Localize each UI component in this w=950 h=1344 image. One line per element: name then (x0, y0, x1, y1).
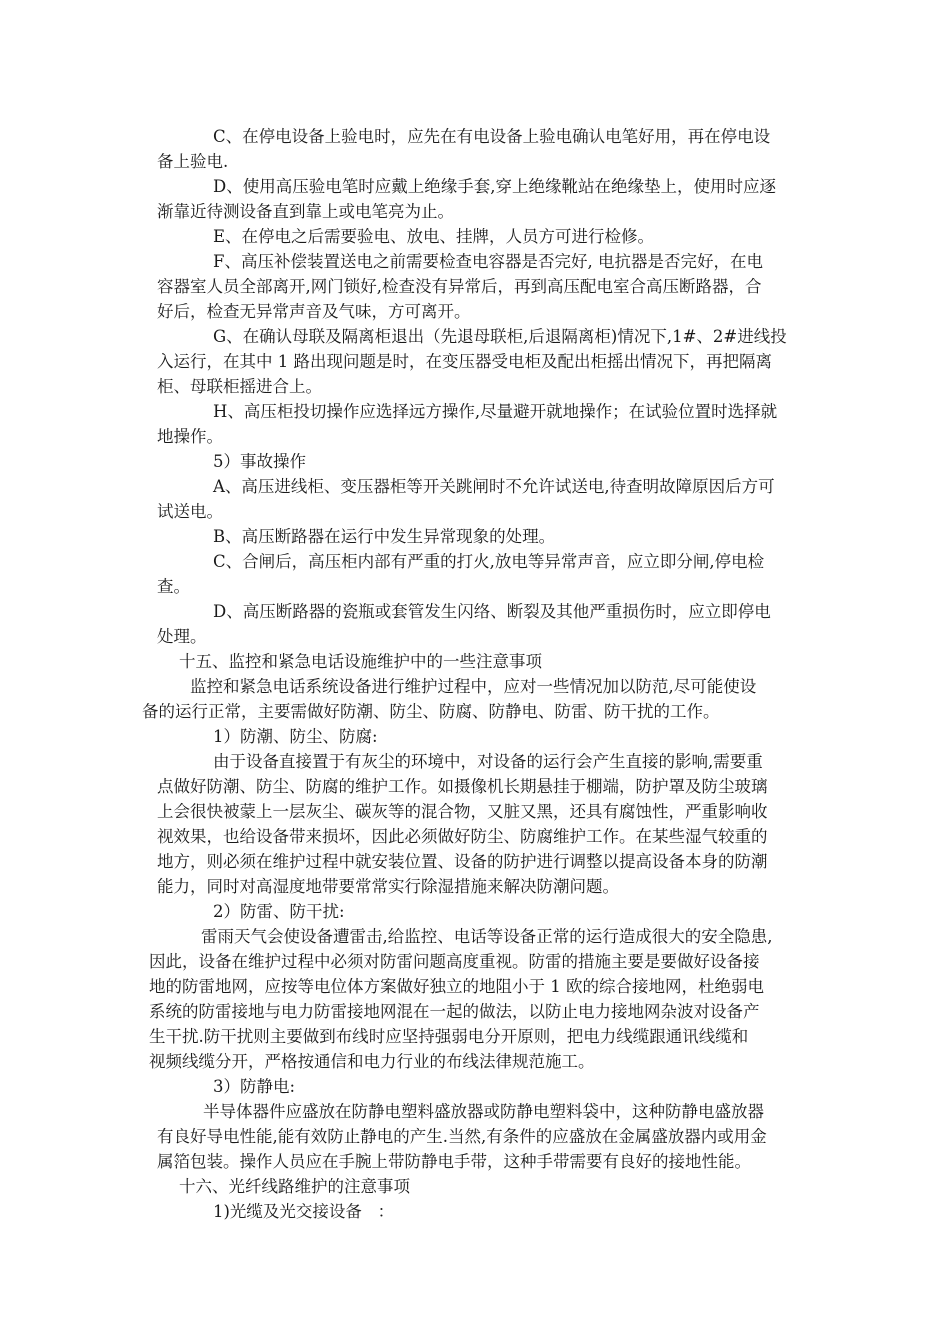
heading-accident-operation (157, 449, 817, 474)
paragraph-c-closing (157, 549, 817, 599)
text-line: 十六、光纤线路维护的注意事项 (179, 1177, 410, 1196)
text-line: 查。 (157, 577, 190, 596)
paragraph-moisture-dust (157, 749, 817, 899)
text-line: B、高压断路器在运行中发生异常现象的处理。 (213, 527, 556, 546)
paragraph-monitoring-intro (142, 674, 802, 724)
text-line: 十五、监控和紧急电话设施维护中的一些注意事项 (179, 652, 542, 671)
text-line: 由于设备直接置于有灰尘的环境中，对设备的运行会产生直接的影响,需要重 (213, 752, 763, 771)
text-line: 有良好导电性能,能有效防止静电的产生.当然,有条件的应盛放在金属盛放器内或用金 (157, 1127, 767, 1146)
text-line: 处理。 (157, 627, 207, 646)
paragraph-d-tester (157, 174, 817, 224)
text-line: D、高压断路器的瓷瓶或套管发生闪络、断裂及其他严重损伤时，应立即停电 (213, 602, 771, 621)
section-heading-15 (179, 649, 839, 674)
paragraph-g-busbar (157, 324, 817, 399)
text-line: 地操作。 (157, 427, 223, 446)
text-line: 3）防静电: (213, 1077, 296, 1096)
paragraph-d-insulator (157, 599, 817, 649)
text-line: C、合闸后，高压柜内部有严重的打火,放电等异常声音，应立即分闸,停电检 (213, 552, 765, 571)
text-line: 好后，检查无异常声音及气味，方可离开。 (157, 302, 471, 321)
paragraph-f-compensation (157, 249, 817, 324)
section-heading-16 (179, 1174, 839, 1199)
text-line: D、使用高压验电笔时应戴上绝缘手套,穿上绝缘靴站在绝缘垫上，使用时应逐 (213, 177, 776, 196)
text-line: 渐靠近待测设备直到靠上或电笔亮为止。 (157, 202, 454, 221)
text-line: C、在停电设备上验电时，应先在有电设备上验电确认电笔好用，再在停电设 (213, 127, 771, 146)
text-line: E、在停电之后需要验电、放电、挂牌，人员方可进行检修。 (213, 227, 655, 246)
subheading-antistatic (157, 1074, 817, 1099)
text-line: 试送电。 (157, 502, 223, 521)
paragraph-c-verify (157, 124, 817, 174)
paragraph-a-trip (157, 474, 817, 524)
text-line: 5）事故操作 (213, 452, 306, 471)
text-line: 备的运行正常，主要需做好防潮、防尘、防腐、防静电、防雷、防干扰的工作。 (142, 702, 720, 721)
subheading-fiber-equipment (157, 1199, 817, 1224)
text-line: 1）防潮、防尘、防腐: (213, 727, 378, 746)
paragraph-h-switching (157, 399, 817, 449)
text-line: 系统的防雷接地与电力防雷接地网混在一起的做法，以防止电力接地网杂波对设备产 (149, 1002, 760, 1021)
text-line: 半导体器件应盛放在防静电塑料盛放器或防静电塑料袋中，这种防静电盛放器 (203, 1102, 764, 1121)
text-line: 视频线缆分开，严格按通信和电力行业的布线法律规范施工。 (149, 1052, 595, 1071)
text-line: H、高压柜投切操作应选择远方操作,尽量避开就地操作；在试验位置时选择就 (213, 402, 778, 421)
text-line: 上会很快被蒙上一层灰尘、碳灰等的混合物，又脏又黑，还具有腐蚀性，严重影响收 (157, 802, 768, 821)
text-line: 属箔包装。操作人员应在手腕上带防静电手带，这种手带需要有良好的接地性能。 (157, 1152, 751, 1171)
text-line: 地方，则必须在维护过程中就安装位置、设备的防护进行调整以提高设备本身的防潮 (157, 852, 768, 871)
text-line: 入运行，在其中 1 路出现问题是时，在变压器受电柜及配出柜摇出情况下，再把隔离 (157, 352, 772, 371)
subheading-lightning-interference (157, 899, 817, 924)
text-line: 监控和紧急电话系统设备进行维护过程中，应对一些情况加以防范,尽可能使设 (190, 677, 757, 696)
text-line: 点做好防潮、防尘、防腐的维护工作。如摄像机长期悬挂于棚端，防护罩及防尘玻璃 (157, 777, 768, 796)
text-line: F、高压补偿装置送电之前需要检查电容器是否完好, 电抗器是否完好，在电 (213, 252, 763, 271)
text-line: 雷雨天气会使设备遭雷击,给监控、电话等设备正常的运行造成很大的安全隐患, (201, 927, 773, 946)
paragraph-antistatic (157, 1099, 817, 1174)
text-line: 容器室人员全部离开,网门锁好,检查没有异常后，再到高压配电室合高压断路器，合 (157, 277, 762, 296)
text-line: 柜、母联柜摇进合上。 (157, 377, 322, 396)
paragraph-e-maintenance (157, 224, 817, 249)
text-line: 生干扰.防干扰则主要做到布线时应坚持强弱电分开原则，把电力线缆跟通讯线缆和 (149, 1027, 749, 1046)
text-line: 能力，同时对高湿度地带要常常实行除湿措施来解决防潮问题。 (157, 877, 619, 896)
text-line: G、在确认母联及隔离柜退出（先退母联柜,后退隔离柜)情况下,1#、2#进线投 (213, 327, 787, 346)
text-line: 地的防雷地网，应按等电位体方案做好独立的地阻小于 1 欧的综合接地网，杜绝弱电 (149, 977, 764, 996)
paragraph-b-breaker (157, 524, 817, 549)
text-line: A、高压进线柜、变压器柜等开关跳闸时不允许试送电,待查明故障原因后方可 (213, 477, 775, 496)
text-line: 视效果，也给设备带来损坏，因此必须做好防尘、防腐维护工作。在某些湿气较重的 (157, 827, 768, 846)
subheading-moisture-dust (157, 724, 817, 749)
text-line: 2）防雷、防干扰: (213, 902, 345, 921)
text-line: 备上验电. (157, 152, 229, 171)
text-line: 因此，设备在维护过程中必须对防雷问题高度重视。防雷的措施主要是要做好设备接 (149, 952, 760, 971)
paragraph-lightning-interference (149, 924, 809, 1074)
text-line: 1)光缆及光交接设备 ： (213, 1202, 395, 1221)
